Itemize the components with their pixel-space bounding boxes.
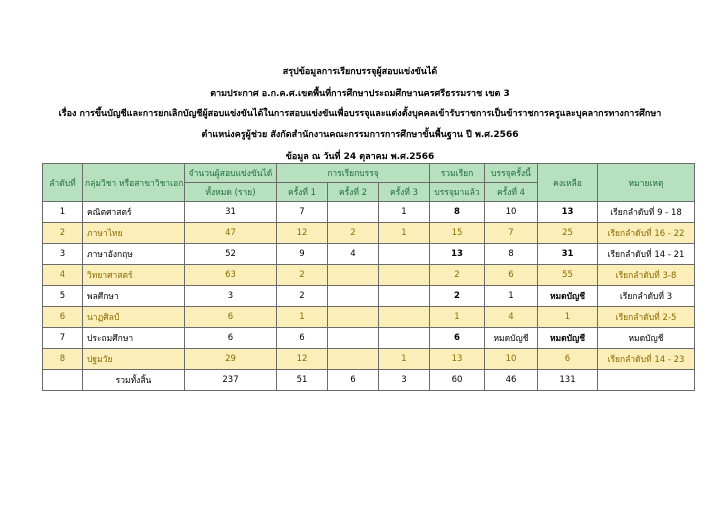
cell-call3 [379, 244, 430, 265]
cell-called: 1 [430, 307, 485, 328]
col-header-call2: ครั้งที่ 2 [328, 183, 379, 202]
cell-remaining: หมดบัญชี [538, 286, 598, 307]
cell-called: 15 [430, 223, 485, 244]
cell-called: 2 [430, 265, 485, 286]
cell-remaining: 31 [538, 244, 598, 265]
cell-remark: เรียกลำดับที่ 3-8 [598, 265, 695, 286]
cell-call2: 6 [328, 370, 379, 391]
table-row [43, 349, 695, 370]
recruitment-summary-table [42, 163, 695, 391]
table-row [43, 328, 695, 349]
cell-call2: 2 [328, 223, 379, 244]
cell-remark [598, 370, 695, 391]
cell-call2: 4 [328, 244, 379, 265]
cell-subject: คณิตศาสตร์ [83, 202, 185, 223]
cell-call3 [379, 265, 430, 286]
cell-call4: 10 [485, 202, 538, 223]
cell-remaining: 25 [538, 223, 598, 244]
cell-total: 237 [185, 370, 277, 391]
document-title: สรุปข้อมูลการเรียกบรรจุผู้สอบแข่งขันได้ [282, 67, 438, 77]
cell-subject: นาฏศิลป์ [83, 307, 185, 328]
table-row [43, 307, 695, 328]
cell-call1: 1 [277, 307, 328, 328]
cell-subject: ปฐมวัย [83, 349, 185, 370]
cell-subject: ภาษาอังกฤษ [83, 244, 185, 265]
cell-call4: หมดบัญชี [485, 328, 538, 349]
cell-call1: 51 [277, 370, 328, 391]
cell-called: 13 [430, 349, 485, 370]
col-header-call1: ครั้งที่ 1 [277, 183, 328, 202]
cell-call4: 10 [485, 349, 538, 370]
cell-call3: 1 [379, 202, 430, 223]
cell-no: 4 [43, 265, 83, 286]
cell-call3: 1 [379, 349, 430, 370]
col-header-remaining: คงเหลือ [538, 164, 598, 202]
cell-call4: 6 [485, 265, 538, 286]
cell-total: 52 [185, 244, 277, 265]
subject-line: เรื่อง การขึ้นบัญชีและการยกเลิกบัญชีผู้สอบแข่งขันได้ในการสอบแข่งขันเพื่อบรรจุและแต่งตั้งบุคคลเข้ารับราชการเป็นข้าราชการครูและบุคลากรทางการศึกษา [58, 109, 662, 119]
cell-no: 1 [43, 202, 83, 223]
data-date-line: ข้อมูล ณ วันที่ 24 ตุลาคม พ.ศ.2566 [285, 152, 435, 162]
cell-total: 6 [185, 307, 277, 328]
col-header-remark: หมายเหตุ [598, 164, 695, 202]
cell-call1: 12 [277, 349, 328, 370]
cell-remaining: 13 [538, 202, 598, 223]
cell-remark: เรียกลำดับที่ 2-5 [598, 307, 695, 328]
cell-call2 [328, 265, 379, 286]
cell-remaining: 1 [538, 307, 598, 328]
cell-call2 [328, 349, 379, 370]
cell-remark: เรียกลำดับที่ 16 - 22 [598, 223, 695, 244]
cell-no: 7 [43, 328, 83, 349]
cell-called: 6 [430, 328, 485, 349]
col-header-no: ลำดับที่ [43, 164, 83, 202]
cell-no: 6 [43, 307, 83, 328]
cell-call2 [328, 286, 379, 307]
cell-total: 47 [185, 223, 277, 244]
cell-remaining: 131 [538, 370, 598, 391]
cell-call1: 7 [277, 202, 328, 223]
cell-call3: 3 [379, 370, 430, 391]
total-row [43, 370, 695, 391]
col-header-total-line2: ทั้งหมด (ราย) [185, 183, 277, 202]
col-header-call4-line1: บรรจุครั้งนี้ [485, 164, 538, 183]
table-row [43, 286, 695, 307]
cell-no: 3 [43, 244, 83, 265]
col-header-called-line2: บรรจุมาแล้ว [430, 183, 485, 202]
cell-called: 60 [430, 370, 485, 391]
cell-remark: เรียกลำดับที่ 14 - 21 [598, 244, 695, 265]
cell-call4: 46 [485, 370, 538, 391]
cell-called: 8 [430, 202, 485, 223]
cell-called: 13 [430, 244, 485, 265]
cell-total: 29 [185, 349, 277, 370]
cell-remaining: 55 [538, 265, 598, 286]
cell-call1: 2 [277, 265, 328, 286]
col-header-called-line1: รวมเรียก [430, 164, 485, 183]
table-row [43, 223, 695, 244]
cell-call2 [328, 202, 379, 223]
cell-no: 2 [43, 223, 83, 244]
cell-call3 [379, 286, 430, 307]
table-row [43, 244, 695, 265]
cell-total: 31 [185, 202, 277, 223]
cell-subject: พลศึกษา [83, 286, 185, 307]
cell-call2 [328, 307, 379, 328]
cell-call1: 9 [277, 244, 328, 265]
col-header-subject: กลุ่มวิชา หรือสาขาวิชาเอก [83, 164, 185, 202]
position-line: ตำแหน่งครูผู้ช่วย สังกัดสำนักงานคณะกรรมการการศึกษาขั้นพื้นฐาน ปี พ.ศ.2566 [201, 130, 519, 140]
col-header-call3: ครั้งที่ 3 [379, 183, 430, 202]
cell-call1: 12 [277, 223, 328, 244]
cell-total: 6 [185, 328, 277, 349]
cell-no: 5 [43, 286, 83, 307]
cell-remark: เรียกลำดับที่ 3 [598, 286, 695, 307]
col-header-calls-group: การเรียกบรรจุ [277, 164, 430, 183]
cell-no [43, 370, 83, 391]
cell-call4: 8 [485, 244, 538, 265]
cell-call3 [379, 307, 430, 328]
cell-call4: 7 [485, 223, 538, 244]
cell-remark: เรียกลำดับที่ 14 - 23 [598, 349, 695, 370]
cell-call3: 1 [379, 223, 430, 244]
cell-subject: ภาษาไทย [83, 223, 185, 244]
cell-call1: 2 [277, 286, 328, 307]
cell-call3 [379, 328, 430, 349]
cell-total: 3 [185, 286, 277, 307]
cell-call4: 1 [485, 286, 538, 307]
cell-subject: วิทยาศาสตร์ [83, 265, 185, 286]
cell-remark: เรียกลำดับที่ 9 - 18 [598, 202, 695, 223]
cell-no: 8 [43, 349, 83, 370]
cell-total: 63 [185, 265, 277, 286]
cell-remaining: 6 [538, 349, 598, 370]
cell-total-label: รวมทั้งสิ้น [83, 370, 185, 391]
cell-called: 2 [430, 286, 485, 307]
announcement-reference: ตามประกาศ อ.ก.ค.ศ.เขตพื้นที่การศึกษาประถมศึกษานครศรีธรรมราช เขต 3 [210, 89, 510, 99]
col-header-total-line1: จำนวนผู้สอบแข่งขันได้ [185, 164, 277, 183]
cell-call1: 6 [277, 328, 328, 349]
table-row [43, 202, 695, 223]
cell-remaining: หมดบัญชี [538, 328, 598, 349]
cell-subject: ประถมศึกษา [83, 328, 185, 349]
cell-remark: หมดบัญชี [598, 328, 695, 349]
cell-call4: 4 [485, 307, 538, 328]
cell-call2 [328, 328, 379, 349]
table-row [43, 265, 695, 286]
col-header-call4-line2: ครั้งที่ 4 [485, 183, 538, 202]
